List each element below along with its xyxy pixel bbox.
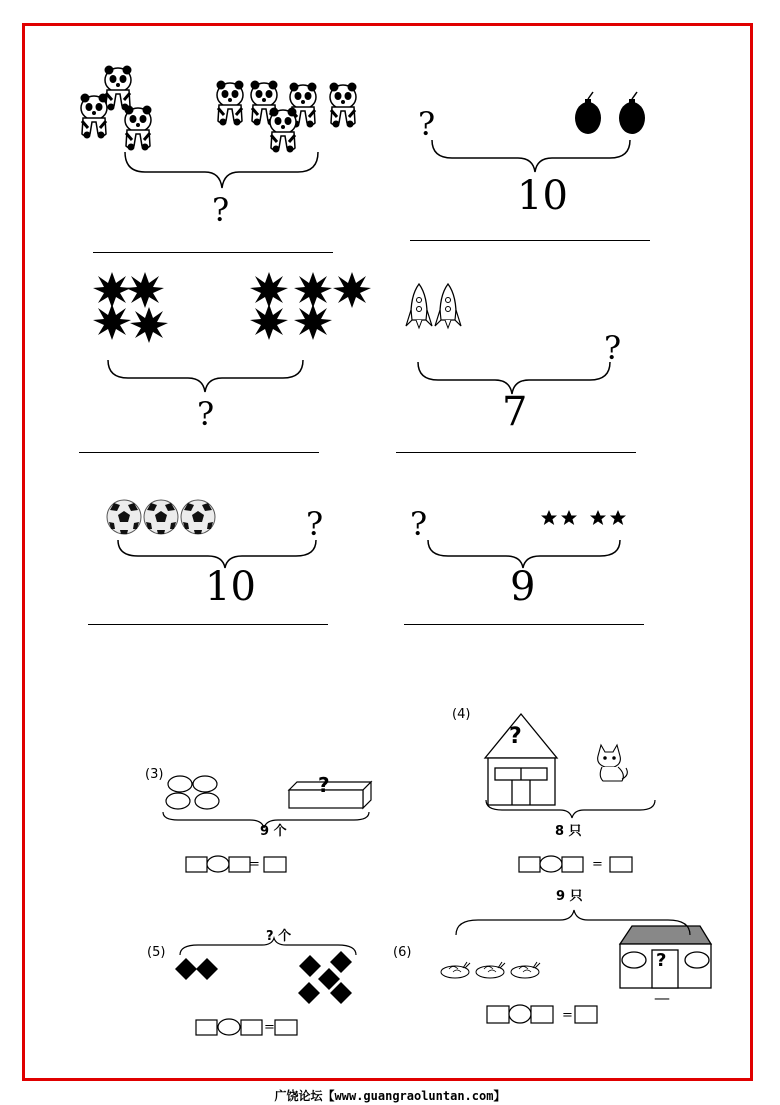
right-placeholder-5: ? <box>306 505 324 543</box>
left-placeholder-6: ? <box>410 505 428 543</box>
box-icon <box>289 782 371 808</box>
equals-sign: = <box>264 1020 275 1035</box>
answer-placeholder-3: ? <box>197 395 215 433</box>
right-placeholder-4: ? <box>604 329 622 367</box>
equals-sign: = <box>592 857 603 872</box>
soccer-ball-icon <box>107 500 215 534</box>
total-b4: 8 只 <box>555 824 582 839</box>
answer-line-4[interactable] <box>396 452 636 453</box>
answer-line-3[interactable] <box>79 452 319 453</box>
answer-placeholder-1: ? <box>212 191 230 229</box>
total-b5: ? 个 <box>266 929 292 944</box>
cat-icon <box>598 745 628 781</box>
bomb-icon <box>575 92 645 134</box>
answer-line-2[interactable] <box>410 240 650 241</box>
left-placeholder-2: ? <box>418 105 436 143</box>
roof-question-mark: ? <box>509 724 522 749</box>
total-4: 7 <box>502 389 528 435</box>
burst-icon <box>93 272 371 343</box>
problem-number-6: (6) <box>393 945 412 960</box>
equals-sign: = <box>562 1008 573 1023</box>
diamond-icon <box>175 951 352 1004</box>
answer-line-5[interactable] <box>88 624 328 625</box>
panda-icon <box>81 66 357 153</box>
star-icon <box>541 510 626 525</box>
brace-2 <box>432 140 630 172</box>
problem-number-4: (4) <box>452 707 471 722</box>
answer-blank-b6[interactable]: — <box>654 988 670 1007</box>
total-b3: 9 个 <box>260 824 287 839</box>
total-b6: 9 只 <box>556 889 583 904</box>
total-2: 10 <box>517 173 568 219</box>
box-question-mark: ? <box>318 773 330 797</box>
oval-icon <box>166 776 219 809</box>
house-question-mark: ? <box>656 950 667 971</box>
brace-3 <box>108 360 303 392</box>
equals-sign: = <box>249 857 260 872</box>
brace-1 <box>125 152 318 188</box>
answer-line-1[interactable] <box>93 252 333 253</box>
total-5: 10 <box>205 564 256 610</box>
footer-source: 广饶论坛【www.guangraoluntan.com】 <box>274 1089 506 1103</box>
total-6: 9 <box>510 564 536 610</box>
problem-number-5: (5) <box>147 945 166 960</box>
rocket-icon <box>406 284 461 328</box>
problem-number-3: (3) <box>145 767 164 782</box>
rabbit-icon <box>441 962 540 978</box>
answer-line-6[interactable] <box>404 624 644 625</box>
